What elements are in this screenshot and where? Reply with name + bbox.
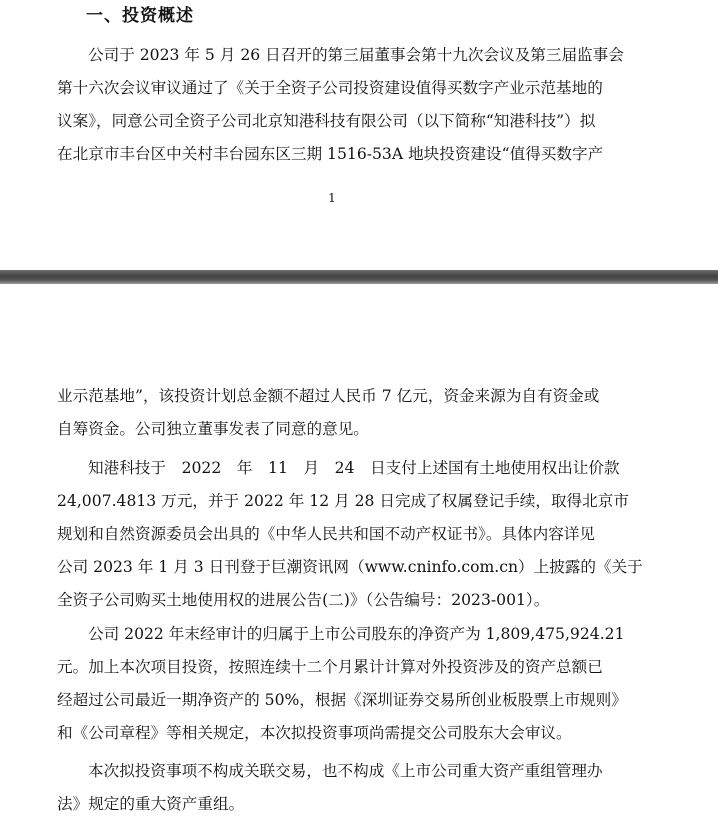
section-heading: 一、投资概述: [86, 6, 194, 26]
paragraph-overview-continued: [57, 380, 612, 446]
text-line: 自筹资金。公司独立董事发表了同意的意见。: [57, 420, 369, 438]
paragraph-overview: [57, 39, 624, 171]
page-number: 1: [328, 191, 336, 205]
text-line: 和《公司章程》等相关规定，本次拟投资事项尚需提交公司股东大会审议。: [57, 724, 572, 742]
text-line: 公司 2023 年 1 月 3 日刊登于巨潮资讯网（www.cninfo.com.cn）上披露的《关于: [57, 558, 643, 576]
text-line: 在北京市丰台区中关村丰台园东区三期 1516-53A 地块投资建设“值得买数字产: [57, 145, 604, 163]
text-line: 本次拟投资事项不构成关联交易，也不构成《上市公司重大资产重组管理办: [88, 762, 603, 780]
text-line: 全资子公司购买土地使用权的进展公告(二)》（公告编号：2023-001）。: [57, 591, 550, 609]
paragraph-land-purchase: [57, 452, 643, 617]
paragraph-net-assets: [57, 618, 627, 750]
text-line: 议案》，同意公司全资子公司北京知港科技有限公司（以下简称“知港科技”）拟: [57, 112, 596, 130]
text-line: 元。加上本次项目投资，按照连续十二个月累计计算对外投资涉及的资产总额已: [57, 658, 603, 676]
text-line: 业示范基地”，该投资计划总金额不超过人民币 7 亿元，资金来源为自有资金或: [57, 387, 600, 405]
text-line: 第十六次会议审议通过了《关于全资子公司投资建设值得买数字产业示范基地的: [57, 79, 603, 97]
page-break-divider: [0, 270, 718, 284]
text-line: 法》规定的重大资产重组。: [57, 795, 245, 813]
text-line: 公司 2022 年末经审计的归属于上市公司股东的净资产为 1,809,475,924.21: [88, 625, 625, 643]
paragraph-related-transaction: [57, 755, 612, 821]
text-line: 24,007.4813 万元，并于 2022 年 12 月 28 日完成了权属登记手续，取得北京市: [57, 492, 629, 510]
text-line: 公司于 2023 年 5 月 26 日召开的第三届董事会第十九次会议及第三届监事会: [88, 46, 624, 64]
text-line: 知港科技于 2022 年 11 月 24 日支付上述国有土地使用权出让价款: [88, 459, 620, 477]
text-line: 规划和自然资源委员会出具的《中华人民共和国不动产权证书》。具体内容详见: [57, 525, 595, 543]
text-line: 经超过公司最近一期净资产的 50%，根据《深圳证券交易所创业板股票上市规则》: [57, 691, 627, 709]
